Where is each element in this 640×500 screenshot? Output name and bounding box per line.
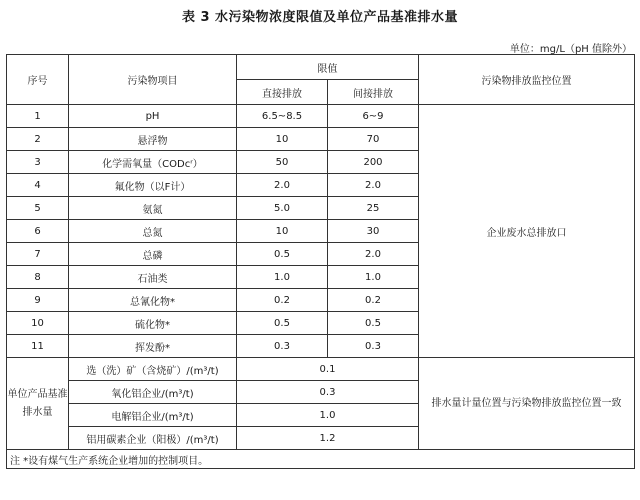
row-no: 6 [7,220,69,243]
baseline-item: 选（洗）矿（含烧矿）/(m³/t) [69,358,237,381]
row-indirect: 2.0 [328,174,419,197]
row-indirect: 25 [328,197,419,220]
header-monitor: 污染物排放监控位置 [419,55,635,105]
pollutant-limits-table [6,54,635,469]
row-no: 1 [7,105,69,128]
row-indirect: 70 [328,128,419,151]
row-direct: 5.0 [237,197,328,220]
row-indirect: 6~9 [328,105,419,128]
row-indirect: 0.5 [328,312,419,335]
row-direct: 6.5~8.5 [237,105,328,128]
row-direct: 0.5 [237,312,328,335]
unit-note: 单位：mg/L（pH 值除外） [509,44,632,55]
baseline-item: 铝用碳素企业（阳极）/(m³/t) [69,427,237,450]
baseline-value: 1.2 [237,427,419,450]
baseline-row [7,358,635,381]
row-no: 11 [7,335,69,358]
baseline-monitor: 排水量计量位置与污染物排放监控位置一致 [419,358,635,450]
row-direct: 1.0 [237,266,328,289]
row-item: 化学需氧量（CODᴄʳ） [69,151,237,174]
row-item: 总磷 [69,243,237,266]
row-item: 总氮 [69,220,237,243]
row-indirect: 2.0 [328,243,419,266]
row-no: 10 [7,312,69,335]
table-row [7,105,635,128]
note-row [7,450,635,469]
header-indirect: 间接排放 [328,80,419,105]
row-no: 9 [7,289,69,312]
row-item: pH [69,105,237,128]
row-direct: 0.3 [237,335,328,358]
header-direct: 直接排放 [237,80,328,105]
row-no: 3 [7,151,69,174]
monitor-location: 企业废水总排放口 [419,105,635,358]
row-indirect: 200 [328,151,419,174]
baseline-item: 电解铝企业/(m³/t) [69,404,237,427]
baseline-value: 1.0 [237,404,419,427]
row-indirect: 0.3 [328,335,419,358]
row-no: 5 [7,197,69,220]
row-item: 总氰化物* [69,289,237,312]
header-item: 污染物项目 [69,55,237,105]
row-direct: 0.2 [237,289,328,312]
baseline-item: 氧化铝企业/(m³/t) [69,381,237,404]
header-no: 序号 [7,55,69,105]
table-title: 表 3 水污染物浓度限值及单位产品基准排水量 [181,10,459,25]
row-direct: 10 [237,128,328,151]
row-no: 4 [7,174,69,197]
row-no: 7 [7,243,69,266]
row-direct: 0.5 [237,243,328,266]
table-note: 注 *设有煤气生产系统企业增加的控制项目。 [7,450,635,469]
row-no: 2 [7,128,69,151]
row-item: 硫化物* [69,312,237,335]
row-item: 氨氮 [69,197,237,220]
row-item: 悬浮物 [69,128,237,151]
header-limit: 限值 [237,55,419,80]
baseline-value: 0.1 [237,358,419,381]
row-direct: 10 [237,220,328,243]
row-indirect: 0.2 [328,289,419,312]
baseline-value: 0.3 [237,381,419,404]
row-indirect: 30 [328,220,419,243]
row-direct: 50 [237,151,328,174]
baseline-label: 单位产品基准排水量 [7,358,69,450]
row-item: 石油类 [69,266,237,289]
row-item: 挥发酚* [69,335,237,358]
row-indirect: 1.0 [328,266,419,289]
row-no: 8 [7,266,69,289]
row-direct: 2.0 [237,174,328,197]
row-item: 氟化物（以F计） [69,174,237,197]
